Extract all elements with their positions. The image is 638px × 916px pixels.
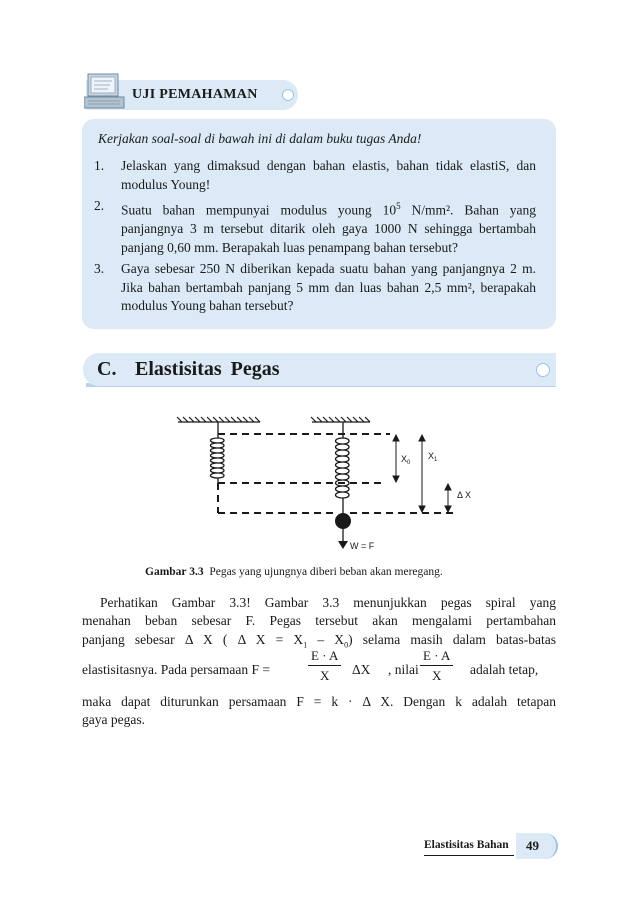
line4-text: elastisitasnya. Pada persamaan F = [82, 662, 270, 677]
figure-caption [145, 566, 443, 578]
label-delta-x: Δ X [457, 490, 472, 500]
caption-label: Gambar 3.3 [145, 566, 204, 578]
fraction-1 [308, 648, 341, 684]
uji-dot-icon [282, 89, 294, 101]
label-weight: W = F [350, 541, 375, 551]
paragraph-line-2: menahan beban sebesar F. Pegas tersebut akan mengalami pertambahan [82, 613, 556, 628]
footer-chapter-title: Elastisitas Bahan [424, 839, 509, 851]
exponent: 5 [396, 201, 401, 211]
item-number: 3. [94, 261, 105, 276]
fraction-numerator: E · A [308, 648, 341, 666]
dimension-x1 [419, 435, 425, 512]
list-item [94, 197, 536, 257]
dimension-dx [445, 484, 451, 512]
fraction-denominator: X [432, 668, 442, 683]
item-number: 2. [94, 198, 105, 213]
caption-text: Pegas yang ujungnya diberi beban akan meregang. [209, 566, 443, 578]
spring-figure [160, 410, 490, 556]
exercise-instruction: Kerjakan soal-soal di bawah ini di dalam buku tugas Anda! [98, 131, 422, 146]
weight-ball [335, 513, 351, 529]
item-number: 1. [94, 158, 105, 173]
exercise-list [94, 157, 536, 319]
fraction-2 [420, 648, 453, 684]
item-text-part: N/mm². Bahan yang panjangnya 3 m tersebut ditarik oleh gaya 1000 N sehingga bertambah panjang 0,60 mm. Berapakah luas penampang bahan tersebut? [121, 202, 536, 255]
item-text: Gaya sebesar 250 N diberikan kepada suatu bahan yang panjangnya 2 m. Jika bahan bertambah panjang 5 mm dan luas bahan 2,5 mm², berapakah modulus Young bahan tersebut? [121, 261, 536, 313]
section-title: Elastisitas Pegas [135, 358, 280, 380]
ceiling-right [311, 417, 370, 422]
formula-line [82, 648, 556, 688]
spring-left [211, 422, 225, 483]
fraction-numerator: E · A [420, 648, 453, 666]
ceiling-left [177, 417, 260, 422]
label-x1: $X_1$ [428, 451, 438, 463]
delta-x-term: ΔX [352, 662, 371, 677]
line4-text: adalah tetap, [470, 662, 539, 677]
line3-part: – X [307, 632, 345, 647]
line4-text: , nilai [388, 662, 419, 677]
fraction-denominator: X [320, 668, 330, 683]
item-text [121, 197, 536, 257]
page-number: 49 [526, 838, 539, 853]
list-item [94, 260, 536, 316]
list-item [94, 157, 536, 194]
uji-pemahaman-title: UJI PEMAHAMAN [132, 87, 258, 102]
line3-part: ) selama masih dalam batas-batas [348, 632, 556, 647]
item-text-part: Suatu bahan mempunyai modulus young 10 [121, 202, 397, 218]
line3-part: panjang sebesar Δ X ( Δ X = X [82, 632, 304, 647]
dimension-x0 [393, 435, 399, 482]
paragraph-line-5: maka dapat diturunkan persamaan F = k · Δ X. Dengan k adalah tetapan [82, 694, 556, 709]
section-letter: C. [97, 358, 117, 380]
paragraph-line-6: gaya pegas. [82, 712, 145, 727]
section-dot-icon [536, 363, 550, 377]
subscript: 1 [303, 640, 308, 650]
footer-rule [424, 855, 514, 856]
subscript: 0 [344, 640, 349, 650]
item-text: Jelaskan yang dimaksud dengan bahan elastis, bahan tidak elastiS, dan modulus Young! [121, 158, 536, 192]
force-arrow-head [338, 541, 348, 549]
spring-right [336, 422, 350, 513]
computer-icon [84, 72, 126, 110]
label-x0: $X_0$ [401, 454, 411, 466]
paragraph-line-1: Perhatikan Gambar 3.3! Gambar 3.3 menunjukkan pegas spiral yang [100, 595, 556, 610]
